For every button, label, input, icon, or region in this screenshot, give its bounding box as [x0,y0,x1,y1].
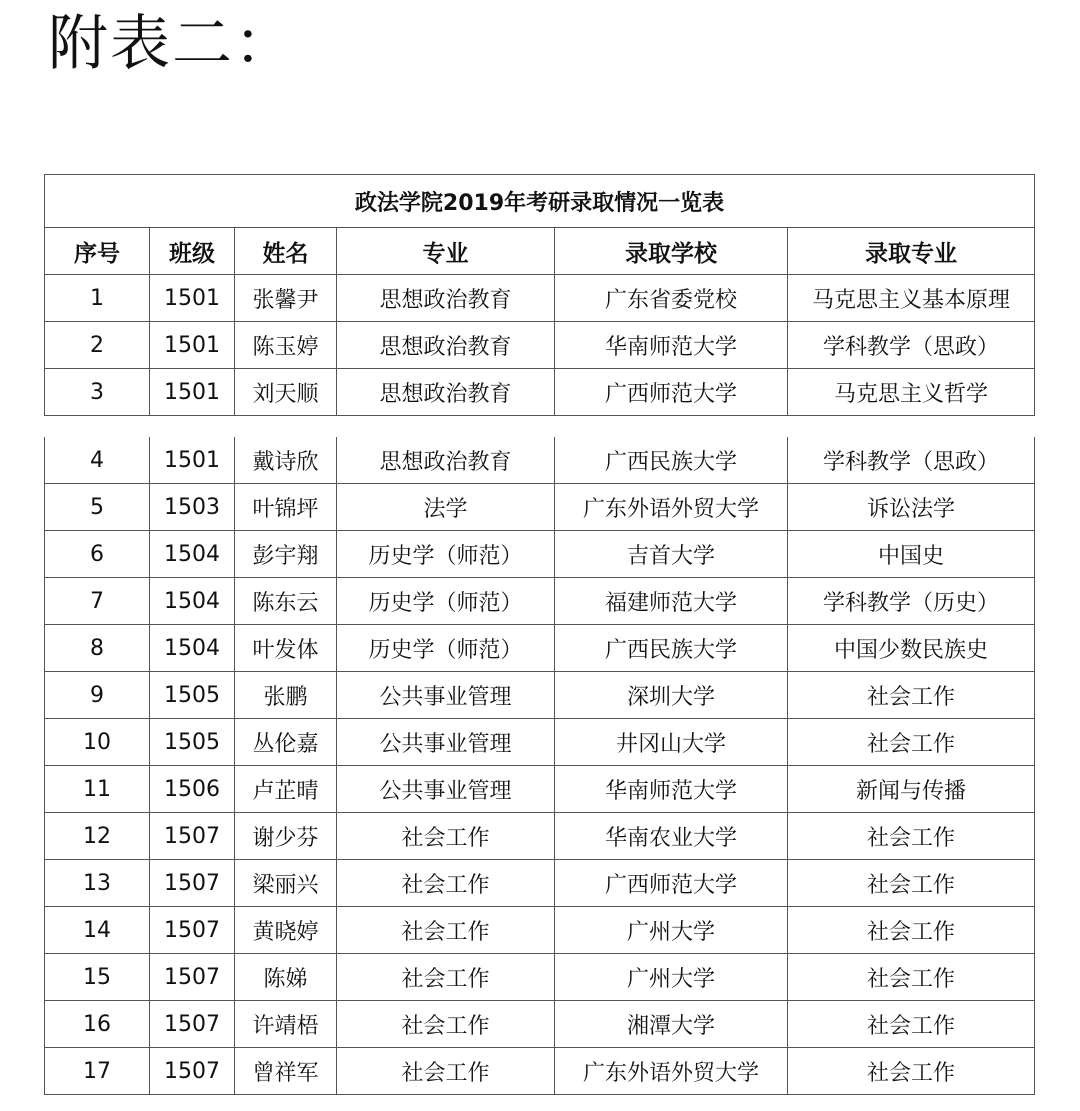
cell-admitted-major: 学科教学（思政） [788,437,1035,484]
table-row [45,907,1035,954]
cell-major: 思想政治教育 [337,437,555,484]
cell-admitted-major: 社会工作 [788,954,1035,1001]
cell-major: 社会工作 [337,813,555,860]
cell-admitted-school: 吉首大学 [555,531,788,578]
table-row [45,484,1035,531]
cell-major: 公共事业管理 [337,766,555,813]
cell-admitted-major: 诉讼法学 [788,484,1035,531]
cell-name: 戴诗欣 [235,437,337,484]
cell-major: 社会工作 [337,907,555,954]
cell-admitted-major: 社会工作 [788,1001,1035,1048]
cell-class: 1505 [150,719,235,766]
cell-major: 社会工作 [337,954,555,1001]
cell-name: 丛伦嘉 [235,719,337,766]
cell-class: 1507 [150,1001,235,1048]
cell-admitted-major: 马克思主义哲学 [788,369,1035,416]
cell-admitted-major: 新闻与传播 [788,766,1035,813]
table-row [45,1048,1035,1095]
cell-admitted-major: 社会工作 [788,860,1035,907]
cell-name: 张馨尹 [235,275,337,322]
cell-admitted-major: 中国史 [788,531,1035,578]
cell-major: 公共事业管理 [337,719,555,766]
cell-class: 1501 [150,369,235,416]
cell-class: 1501 [150,275,235,322]
cell-major: 思想政治教育 [337,275,555,322]
cell-seq: 10 [45,719,150,766]
cell-admitted-school: 井冈山大学 [555,719,788,766]
cell-major: 社会工作 [337,1001,555,1048]
table-caption-row [45,175,1035,228]
table-row [45,275,1035,322]
cell-name: 许靖梧 [235,1001,337,1048]
cell-admitted-school: 广西民族大学 [555,625,788,672]
header-class: 班级 [150,228,235,275]
cell-class: 1501 [150,322,235,369]
header-major: 专业 [337,228,555,275]
cell-admitted-major: 社会工作 [788,672,1035,719]
table-row [45,625,1035,672]
table-header-row [45,228,1035,275]
cell-admitted-school: 湘潭大学 [555,1001,788,1048]
header-admitted-school: 录取学校 [555,228,788,275]
header-admitted-major: 录取专业 [788,228,1035,275]
cell-seq: 6 [45,531,150,578]
cell-class: 1504 [150,578,235,625]
cell-class: 1507 [150,860,235,907]
cell-seq: 4 [45,437,150,484]
table-row [45,369,1035,416]
cell-major: 历史学（师范） [337,625,555,672]
cell-seq: 2 [45,322,150,369]
cell-admitted-school: 广西师范大学 [555,369,788,416]
cell-admitted-school: 广东外语外贸大学 [555,484,788,531]
cell-seq: 12 [45,813,150,860]
cell-admitted-school: 福建师范大学 [555,578,788,625]
cell-admitted-major: 社会工作 [788,1048,1035,1095]
cell-class: 1503 [150,484,235,531]
table-row [45,766,1035,813]
cell-major: 社会工作 [337,860,555,907]
cell-class: 1507 [150,1048,235,1095]
table-row [45,1001,1035,1048]
cell-major: 公共事业管理 [337,672,555,719]
cell-class: 1507 [150,813,235,860]
cell-name: 谢少芬 [235,813,337,860]
cell-name: 梁丽兴 [235,860,337,907]
cell-class: 1501 [150,437,235,484]
cell-admitted-school: 广东省委党校 [555,275,788,322]
header-name: 姓名 [235,228,337,275]
table-row [45,954,1035,1001]
cell-class: 1505 [150,672,235,719]
cell-name: 叶锦坪 [235,484,337,531]
cell-seq: 11 [45,766,150,813]
cell-admitted-school: 广西民族大学 [555,437,788,484]
table-row [45,322,1035,369]
cell-admitted-major: 社会工作 [788,719,1035,766]
cell-admitted-major: 马克思主义基本原理 [788,275,1035,322]
cell-class: 1504 [150,531,235,578]
cell-admitted-major: 学科教学（思政） [788,322,1035,369]
cell-admitted-school: 华南师范大学 [555,322,788,369]
cell-seq: 5 [45,484,150,531]
cell-seq: 16 [45,1001,150,1048]
cell-admitted-school: 广州大学 [555,907,788,954]
cell-seq: 14 [45,907,150,954]
table-caption: 政法学院2019年考研录取情况一览表 [45,175,1035,228]
cell-name: 陈玉婷 [235,322,337,369]
cell-name: 卢芷晴 [235,766,337,813]
page-title: 附表二： [48,9,296,79]
cell-admitted-major: 学科教学（历史） [788,578,1035,625]
cell-name: 陈东云 [235,578,337,625]
cell-seq: 15 [45,954,150,1001]
cell-admitted-major: 中国少数民族史 [788,625,1035,672]
cell-name: 叶发体 [235,625,337,672]
cell-seq: 1 [45,275,150,322]
cell-major: 社会工作 [337,1048,555,1095]
cell-class: 1504 [150,625,235,672]
header-seq: 序号 [45,228,150,275]
cell-name: 黄晓婷 [235,907,337,954]
table-row [45,719,1035,766]
cell-admitted-school: 华南师范大学 [555,766,788,813]
cell-name: 曾祥军 [235,1048,337,1095]
cell-major: 历史学（师范） [337,531,555,578]
table-row [45,437,1035,484]
cell-admitted-major: 社会工作 [788,813,1035,860]
cell-admitted-school: 广西师范大学 [555,860,788,907]
cell-admitted-school: 广州大学 [555,954,788,1001]
cell-class: 1506 [150,766,235,813]
cell-seq: 7 [45,578,150,625]
table-row [45,813,1035,860]
cell-seq: 3 [45,369,150,416]
cell-class: 1507 [150,907,235,954]
cell-seq: 13 [45,860,150,907]
table-row [45,672,1035,719]
cell-major: 法学 [337,484,555,531]
cell-admitted-school: 深圳大学 [555,672,788,719]
table-row [45,531,1035,578]
cell-seq: 17 [45,1048,150,1095]
cell-admitted-school: 华南农业大学 [555,813,788,860]
cell-major: 历史学（师范） [337,578,555,625]
cell-name: 彭宇翔 [235,531,337,578]
admission-table-top [44,174,1035,416]
table-row [45,578,1035,625]
cell-admitted-major: 社会工作 [788,907,1035,954]
cell-major: 思想政治教育 [337,369,555,416]
cell-admitted-school: 广东外语外贸大学 [555,1048,788,1095]
cell-seq: 9 [45,672,150,719]
cell-name: 刘天顺 [235,369,337,416]
cell-name: 张鹏 [235,672,337,719]
cell-seq: 8 [45,625,150,672]
admission-table-bottom [44,437,1035,1095]
cell-major: 思想政治教育 [337,322,555,369]
cell-class: 1507 [150,954,235,1001]
cell-name: 陈娣 [235,954,337,1001]
table-row [45,860,1035,907]
